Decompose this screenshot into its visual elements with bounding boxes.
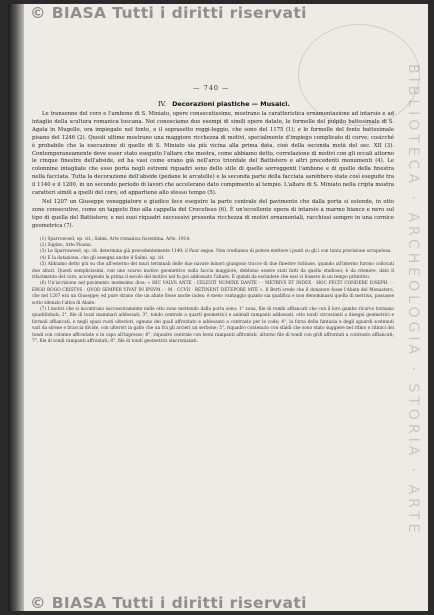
footnote-6: (6) Un'iscrizione nel pavimento medesimo dice: « HIC VALVS ANTE · CELESTI NUMINE DANTE · · METRIVS ET INDEX · HOC FECIT CONDERE IOSEPH · · ERGO ROGO CRISTVS · QVOD SEMPER VIVAT IN IPSVM · · M · CCVII · RETINENT DETEPORE MTE ». Il Berti crede che il donatore fosse l'Abate del Monastero, che nel 1207 era un Giuseppe; ed pure strano che un abate fosse anche iudex: è meno vantaggio quanto sia qualifica e non denominassi quella di metrius, passasse sotto silenzio l'altra di Abate.: [32, 281, 394, 306]
section-heading: [32, 100, 394, 108]
footnotes: [32, 237, 394, 346]
book-spine-shadow: [8, 4, 24, 611]
watermark-side: BIBLIOTECA · ARCHEOLOGIA · STORIA · ARTE: [405, 64, 421, 537]
footnote-1: (1) Sparrowoed, op. cit.; Salmi, Arte romanica fiorentina. Arte, 1914.: [40, 236, 191, 242]
section-title: Decorazioni plastiche — Musaici.: [172, 100, 290, 108]
watermark-top: © BIASA Tutti i diritti riservati: [30, 4, 307, 22]
footnote-4: (4) E la datazione, che gli assegna anche il Salmi, op. cit.: [40, 255, 165, 261]
body-paragraph-1: Le transenne del coro e l'ambone di S. Miniato, opere consecutissime, mostrano la caratteristica ornamentazione ad intarsio e ad intaglio della scultura romanica toscana. Noi conosciamo due esempi di simili opere datate, le formelle del pulpito battesimale di S. Agata in Mugello, ora impiegate nel fonte, e il soprasetto reggi-leggio, che sono del 1175 (1); e le formelle del fonte battesimale pisano del 1246 (2). Questi ultime mostrano una maggiore ricchezza di motivi, specialmente d'impiego complicato di curve; cosicché è probabile che la esecuzione di quello di S. Miniato sia più vicina alla prima data, cioè della seconda metà del sec. XII (3). Contemporaneamente deve esser stato eseguito l'altare che mostra, come abbiamo detto, correlazione di motivi con gli occali attorno le cinque finestre dell'abside, ed ha vasi come erano già nell'arco trionfale del Battistero e altri precedenti monumenti (4). Le colonnine intagliate che esso porta negli estremi riquadri sono dello stile di quelle sorreggenti l'ambone e di quelle della finestra nella facciata. Tutta la decorazione dell'abside (pedane le arcatelle) e la seconda parte della facciata sarebbero state così eseguite tra il 1140 e il 1200, in un secondo periodo di lavori che accelerano dato compimento al tempio. L'altare di S. Miniato nella cripta mostra caratteri simili a quelli del coro, ed appartiene allo stesso tempo (5).: [32, 111, 394, 197]
page-content: [32, 100, 394, 346]
footnote-7: (7) I motivi che si incontrano successivamente nelle otto zone mettendo dalla porta sono: 1° zona, file di rombi affiancati che con il loro gambo ricurvo formano quadrilobati; 2°, file di tozzi mammari addossati; 3°, tondo centrale a quarti geometrici e animali rampanti addossati, otto tondi circostanti a disegni geometrici e formali affiancati, e negli spazi vuoti ulteriori, ognuno dei quali affrontato e addossato a contrasto per le code; 4°, la forza della fantasia e degli sguardi sostenuti vari da sirene e braccia divide, con ulterori in gallo che un fra gli arcieri un serbone; 5°, riquadro contenuto con sfaldi che sono stato suggiere nel ritmo e ritmici dei tondi con colonne affrontate o in capo all'ingresso; 6°, riquadro centrale con leoni rampanti affrontati, attorno file di tondi con grifi affrontati a contrasto affiancati; 7°, file di tondi rampanti affrontati; 8°, file di tondi geometrici sincronizzati.: [32, 307, 394, 345]
footnote-2: (2) Supino, Arte Pisana.: [40, 243, 92, 248]
watermark-bottom: © BIASA Tutti i diritti riservati: [30, 594, 307, 611]
footnote-3: (3) Le Sparrowoed, op. cit. determina già precedentemente 1140; il Paur segue. Non credianno di potere mettere i punti su gli i con tanta precisione scrupolosa.: [40, 249, 392, 255]
page-number: — 740 —: [193, 84, 230, 92]
footnote-5: (5) Abbiamo detto più su che all'esterno dei muri terminali delle due navate minori giungono tracce di due finestre richiuse, quando all'interno furono collocati due altari. Questi semplicissimi, con uno scarso motivo geometrico sulla faccia maggiore, debbono essere stati fatti da quello studioso; è da ritenere, dato il rifacimento del coro, accorgendo la prima il secolo del motivo nel fu poi addossato l'altare. È quindi da escludere che essi vi fossero in un tempo primitivo.: [32, 262, 394, 281]
book-page: [8, 4, 428, 611]
body-paragraph-2: Nel 1207 un Giuseppe veneggiatore e giudice fece eseguire la parte centrale del pavimento che dalla porta si estende, in otto zone consecutive, come un tappeto fino alla cappella del Crocefisso (6). È un'eccellente opera di intarsio a marmo bianco e nero sul tipo di quella del Battistero; e nei suoi riquadri successivi presenta ricchezza di motivi ornamentali, racchiusi sempre in una cornice geometrica (7).: [32, 198, 394, 229]
section-number: IV.: [158, 100, 167, 108]
